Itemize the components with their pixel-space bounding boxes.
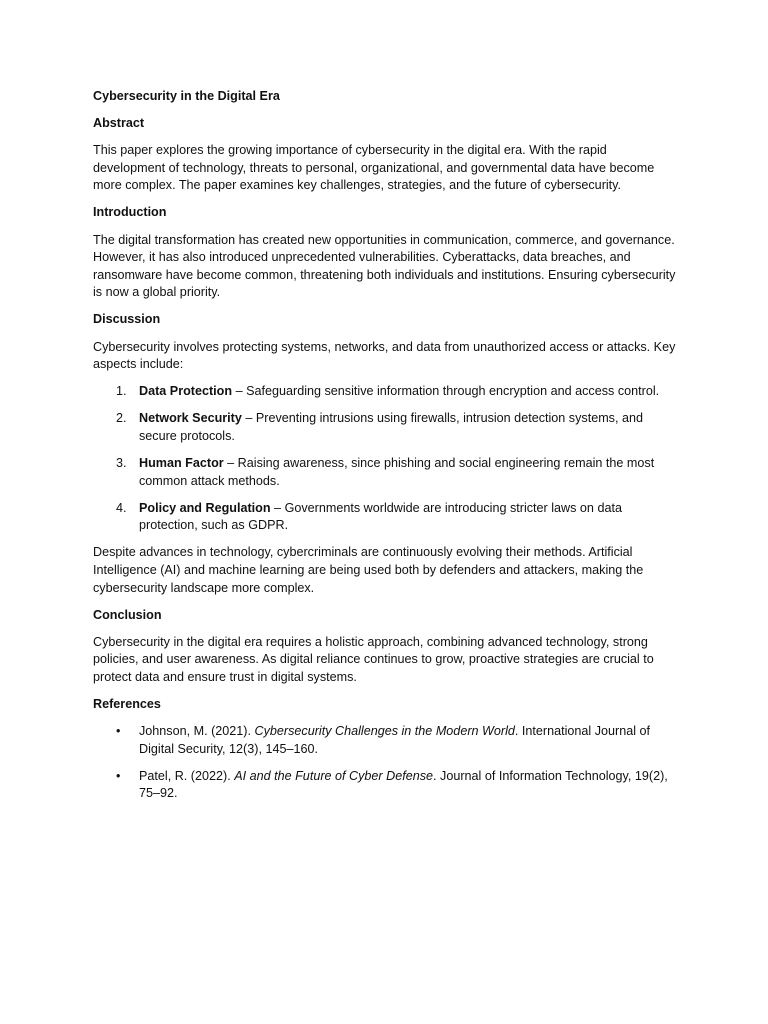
abstract-heading: Abstract [93,116,145,131]
discussion-closing: Despite advances in technology, cybercriminals are continuously evolving their methods. Artificial Intelligence (AI) and machine learning are being used both by defenders and attackers, making the cybersecurity landscape more complex. [93,545,644,595]
conclusion-text: Cybersecurity in the digital era requires a holistic approach, combining advanced technology, strong policies, and user awareness. As digital reliance continues to grow, proactive strategies are crucial to protect data and ensure trust in digital systems. [93,634,654,684]
aspect-term: Human Factor [139,456,224,470]
reference-item [93,723,678,758]
references-heading: References [93,697,161,712]
aspect-term: Policy and Regulation [139,500,271,515]
list-number: 2. [116,411,127,426]
conclusion-heading: Conclusion [93,607,162,622]
reference-authors: Patel, R. (2022). [139,768,235,783]
aspect-term: Data Protection [139,384,233,399]
reference-details: . Journal of Information Technology, 19(2), 75–92. [139,768,668,801]
introduction-heading: Introduction [93,205,167,220]
abstract-text: This paper explores the growing importance of cybersecurity in the digital era. With the rapid development of technology, threats to personal, organizational, and governmental data have become more complex. The paper examines key challenges, strategies, and the future of cybersecurity. [93,143,655,193]
reference-work-title: AI and the Future of Cyber Defense [234,768,434,783]
aspect-description: – Preventing intrusions using firewalls, intrusion detection systems, and secure protocols. [139,411,643,443]
list-item [93,410,678,445]
key-aspects-list [93,383,678,535]
discussion-heading: Discussion [93,312,161,327]
list-number: 4. [116,500,127,515]
reference-work-title: Cybersecurity Challenges in the Modern World [254,724,515,739]
document-page [93,88,678,813]
list-number: 1. [116,384,127,399]
reference-authors: Johnson, M. (2021). [139,724,255,739]
aspect-description: – Raising awareness, since phishing and social engineering remain the most common attack methods. [139,456,655,488]
reference-item [93,768,678,803]
list-item [93,455,678,490]
bullet-icon: • [116,768,121,783]
bullet-icon: • [116,724,121,739]
document-title: Cybersecurity in the Digital Era [93,89,280,103]
discussion-intro: Cybersecurity involves protecting systems, networks, and data from unauthorized access or attacks. Key aspects include: [93,339,676,372]
reference-details: . International Journal of Digital Security, 12(3), 145–160. [139,724,651,756]
aspect-description: – Safeguarding sensitive information through encryption and access control. [232,384,660,399]
list-item [93,383,678,401]
introduction-text: The digital transformation has created new opportunities in communication, commerce, and governance. However, it has also introduced unprecedented vulnerabilities. Cyberattacks, data breaches, and ransomware have become common, threatening both individuals and institutions. Ensuring cybersecurity is now a global priority. [93,232,676,300]
list-item [93,500,678,535]
references-list [93,723,678,803]
list-number: 3. [116,456,127,470]
aspect-description: – Governments worldwide are introducing stricter laws on data protection, such as GDPR. [139,500,622,533]
aspect-term: Network Security [139,411,242,426]
